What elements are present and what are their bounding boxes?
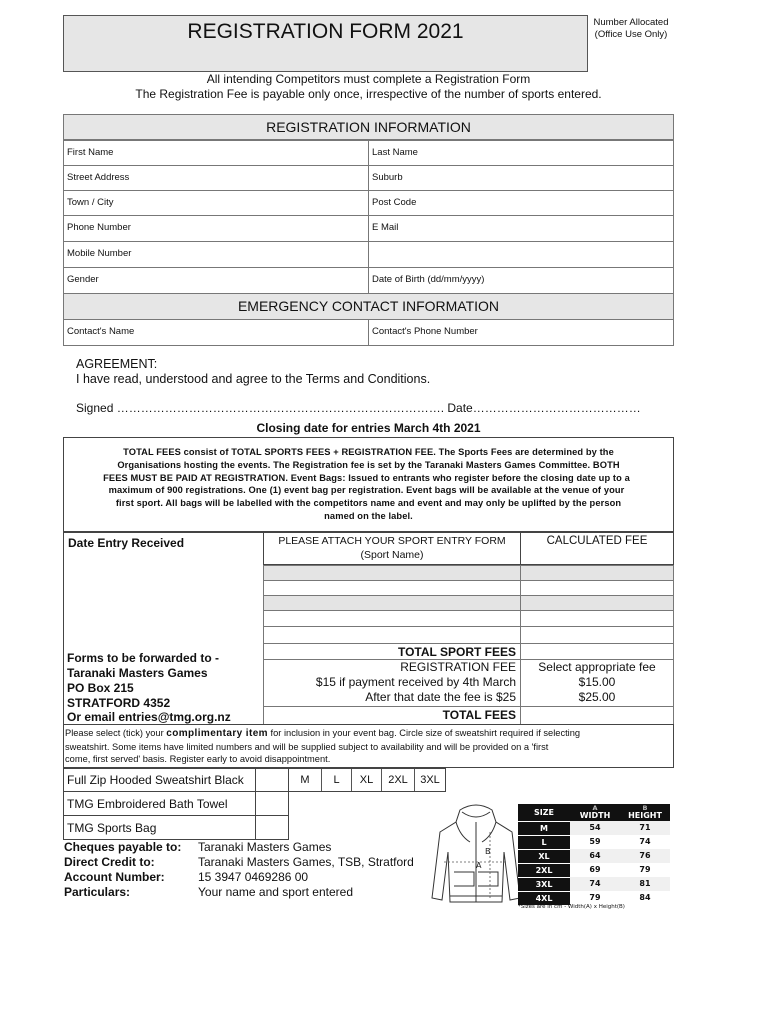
registration-fee-select[interactable] [520,659,674,707]
emergency-heading: EMERGENCY CONTACT INFORMATION [63,293,674,320]
entry-left-box [63,532,264,725]
email-field[interactable] [368,215,674,242]
size-chart-width: 74 [570,877,620,891]
complimentary-item-emphasis: complimentary item [166,728,268,739]
complimentary-notice [63,724,674,768]
size-option-l[interactable]: L [321,769,351,791]
forward-line: Taranaki Masters Games [67,666,208,680]
size-chart-rows [518,821,670,905]
size-chart-size: M [518,821,570,835]
total-sport-fees-label: TOTAL SPORT FEES [397,645,516,659]
form-header [63,15,674,72]
diagram-label-a: A [476,861,482,870]
first-name-field[interactable] [63,140,369,166]
size-chart-row [518,877,670,891]
item-sports-bag-tick[interactable] [255,815,289,840]
gender-field[interactable] [63,267,369,294]
mobile-number-label: Mobile Number [67,248,132,259]
complimentary-line: sweatshirt. Some items have limited numbers and will be supplied subject to availability and will be provided on a 'first [65,741,549,752]
complimentary-line: Please select (tick) your complimentary item for inclusion in your event bag. Circle size of sweatshirt required if selecting [65,728,581,739]
size-chart-width: 59 [570,835,620,849]
size-chart-size: 2XL [518,863,570,877]
dob-field[interactable] [368,267,674,294]
size-chart-size: XL [518,849,570,863]
size-chart-header-height: B HEIGHT [628,804,662,820]
size-chart-height: 76 [620,849,670,863]
item-towel [63,791,256,816]
sport-fee-input[interactable] [520,626,674,644]
gender-label: Gender [67,274,99,285]
size-option-m[interactable]: M [300,774,310,786]
first-name-label: First Name [67,147,114,158]
contact-name-field[interactable] [63,319,369,346]
office-use-box[interactable] [587,15,675,72]
account-value: 15 3947 0469286 00 [198,870,309,884]
intro-line-1: All intending Competitors must complete a Registration Form [206,72,531,86]
size-chart-note: *Sizes are in cm - Width(A) x Height(B) [518,904,625,910]
date-entry-received-label: Date Entry Received [68,536,185,550]
sport-name-input[interactable] [263,580,521,596]
fees-notice-line: Organisations hosting the events. The Registration fee is set by the Taranaki Masters Games Committee. BOTH [117,459,620,470]
agreement-text: I have read, understood and agree to the Terms and Conditions. [76,372,431,386]
registration-fee-row [263,659,521,707]
fees-notice-line: named on the label. [324,510,413,521]
total-fees-label: TOTAL FEES [442,708,516,722]
suburb-field[interactable] [368,165,674,191]
phone-number-field[interactable] [63,215,369,242]
contact-name-label: Contact's Name [67,326,135,337]
suburb-label: Suburb [372,172,403,183]
late-fee-text: After that date the fee is $25 [365,690,516,704]
sport-name-input[interactable] [263,595,521,611]
registration-heading: REGISTRATION INFORMATION [63,114,674,140]
size-chart-width: 64 [570,849,620,863]
size-chart-height: 74 [620,835,670,849]
size-chart-header-size: SIZE [533,808,554,817]
fee-option-25[interactable]: $25.00 [578,690,616,704]
attach-line-2: (Sport Name) [360,549,424,561]
sport-fee-input[interactable] [520,610,674,627]
complimentary-line: come, first served' basis. Register early to avoid disappointment. [65,754,331,764]
total-fees-value[interactable] [520,706,674,725]
last-name-field[interactable] [368,140,674,166]
street-address-label: Street Address [67,172,130,183]
sport-fee-input[interactable] [520,595,674,611]
contact-phone-label: Contact's Phone Number [372,326,478,337]
signature-line[interactable]: Signed ………………………………………………………………………. Date…………………………………… [76,401,641,415]
forward-line: STRATFORD 4352 [67,696,171,710]
total-fees-row [263,706,521,725]
size-chart-size: 4XL [518,891,570,905]
dob-label: Date of Birth (dd/mm/yyyy) [372,274,485,285]
sport-fee-input[interactable] [520,580,674,596]
size-options [288,768,446,792]
fee-option-15[interactable]: $15.00 [578,675,616,689]
sport-name-input[interactable] [263,565,521,581]
total-sport-fees-value[interactable] [520,643,674,660]
calculated-fee-label: CALCULATED FEE [546,535,648,547]
last-name-label: Last Name [372,147,418,158]
hoodie-diagram [430,802,522,908]
fees-notice-line: maximum of 900 registrations. One (1) event bag per registration. Event bags will be available at the venue of your [108,485,625,496]
email-label: E Mail [372,222,399,233]
fees-notice-line: FEES MUST BE PAID AT REGISTRATION. Event Bags: Issued to entrants who register before the closing date up to a [103,472,630,483]
size-chart-width: 69 [570,863,620,877]
item-towel-tick[interactable] [255,791,289,816]
street-address-field[interactable] [63,165,369,191]
select-fee-label: Select appropriate fee [538,660,656,674]
size-chart-row [518,835,670,849]
size-chart-height: 79 [620,863,670,877]
credit-value: Taranaki Masters Games, TSB, Stratford [198,855,414,869]
size-chart-row [518,891,670,905]
total-sport-fees-row [263,643,521,660]
cheques-label: Cheques payable to: [64,840,182,854]
early-fee-text: $15 if payment received by 4th March [315,675,516,689]
item-sweatshirt [63,768,256,792]
mobile-number-extra-cell [368,241,674,268]
registration-fee-label: REGISTRATION FEE [400,660,516,674]
calculated-fee-header [520,532,674,565]
size-option-xl[interactable]: XL [351,769,381,791]
contact-phone-field[interactable] [368,319,674,346]
forward-line: PO Box 215 [67,681,134,695]
attach-sport-form-header [263,532,521,565]
size-chart-width: 54 [570,821,620,835]
intro-line-2: The Registration Fee is payable only once, irrespective of the number of sports entered. [135,87,602,101]
particulars-value: Your name and sport entered [198,885,353,899]
diagram-label-b: B [485,847,491,856]
size-chart-size: 3XL [518,877,570,891]
forward-email: Or email entries@tmg.org.nz [67,710,231,724]
size-chart-height: 84 [620,891,670,905]
item-sweatshirt-tick[interactable] [255,768,289,792]
forward-line: Forms to be forwarded to - [67,651,220,665]
size-chart-height: 71 [620,821,670,835]
town-city-label: Town / City [67,197,114,208]
account-label: Account Number: [64,870,165,884]
size-option-3xl[interactable]: 3XL [414,769,445,791]
agreement-heading: AGREEMENT: [76,357,158,371]
size-chart [518,804,670,905]
item-sports-bag [63,815,256,840]
credit-label: Direct Credit to: [64,855,155,869]
cheques-value: Taranaki Masters Games [198,840,332,854]
sport-fee-input[interactable] [520,565,674,581]
size-chart-size: L [518,835,570,849]
item-label: TMG Embroidered Bath Towel [67,797,228,811]
size-chart-header-width: A WIDTH [579,804,611,820]
attach-line-1: PLEASE ATTACH YOUR SPORT ENTRY FORM [278,535,506,547]
size-chart-row [518,821,670,835]
size-chart-width: 79 [570,891,620,905]
fees-notice-line: TOTAL FEES consist of TOTAL SPORTS FEES + REGISTRATION FEE. The Sports Fees are determined by the [123,447,614,457]
post-code-field[interactable] [368,190,674,216]
fees-notice [63,437,674,532]
town-city-field[interactable] [63,190,369,216]
size-chart-height: 81 [620,877,670,891]
size-option-2xl[interactable]: 2XL [381,769,414,791]
size-chart-row [518,863,670,877]
phone-number-label: Phone Number [67,222,131,233]
item-label: TMG Sports Bag [67,821,157,835]
closing-date: Closing date for entries March 4th 2021 [256,421,481,435]
fees-notice-line: first sport. All bags will be labelled with the competitors name and event and may only be uplifted by the person [115,498,622,509]
sport-name-input[interactable] [263,626,521,644]
particulars-label: Particulars: [64,885,131,899]
sport-name-input[interactable] [263,610,521,627]
page-title: REGISTRATION FORM 2021 [187,20,464,43]
office-use-label: Number Allocated [593,17,669,28]
size-chart-row [518,849,670,863]
office-use-sublabel: (Office Use Only) [594,29,668,40]
post-code-label: Post Code [372,197,417,208]
mobile-number-field[interactable] [63,241,369,268]
item-label: Full Zip Hooded Sweatshirt Black [67,773,244,787]
